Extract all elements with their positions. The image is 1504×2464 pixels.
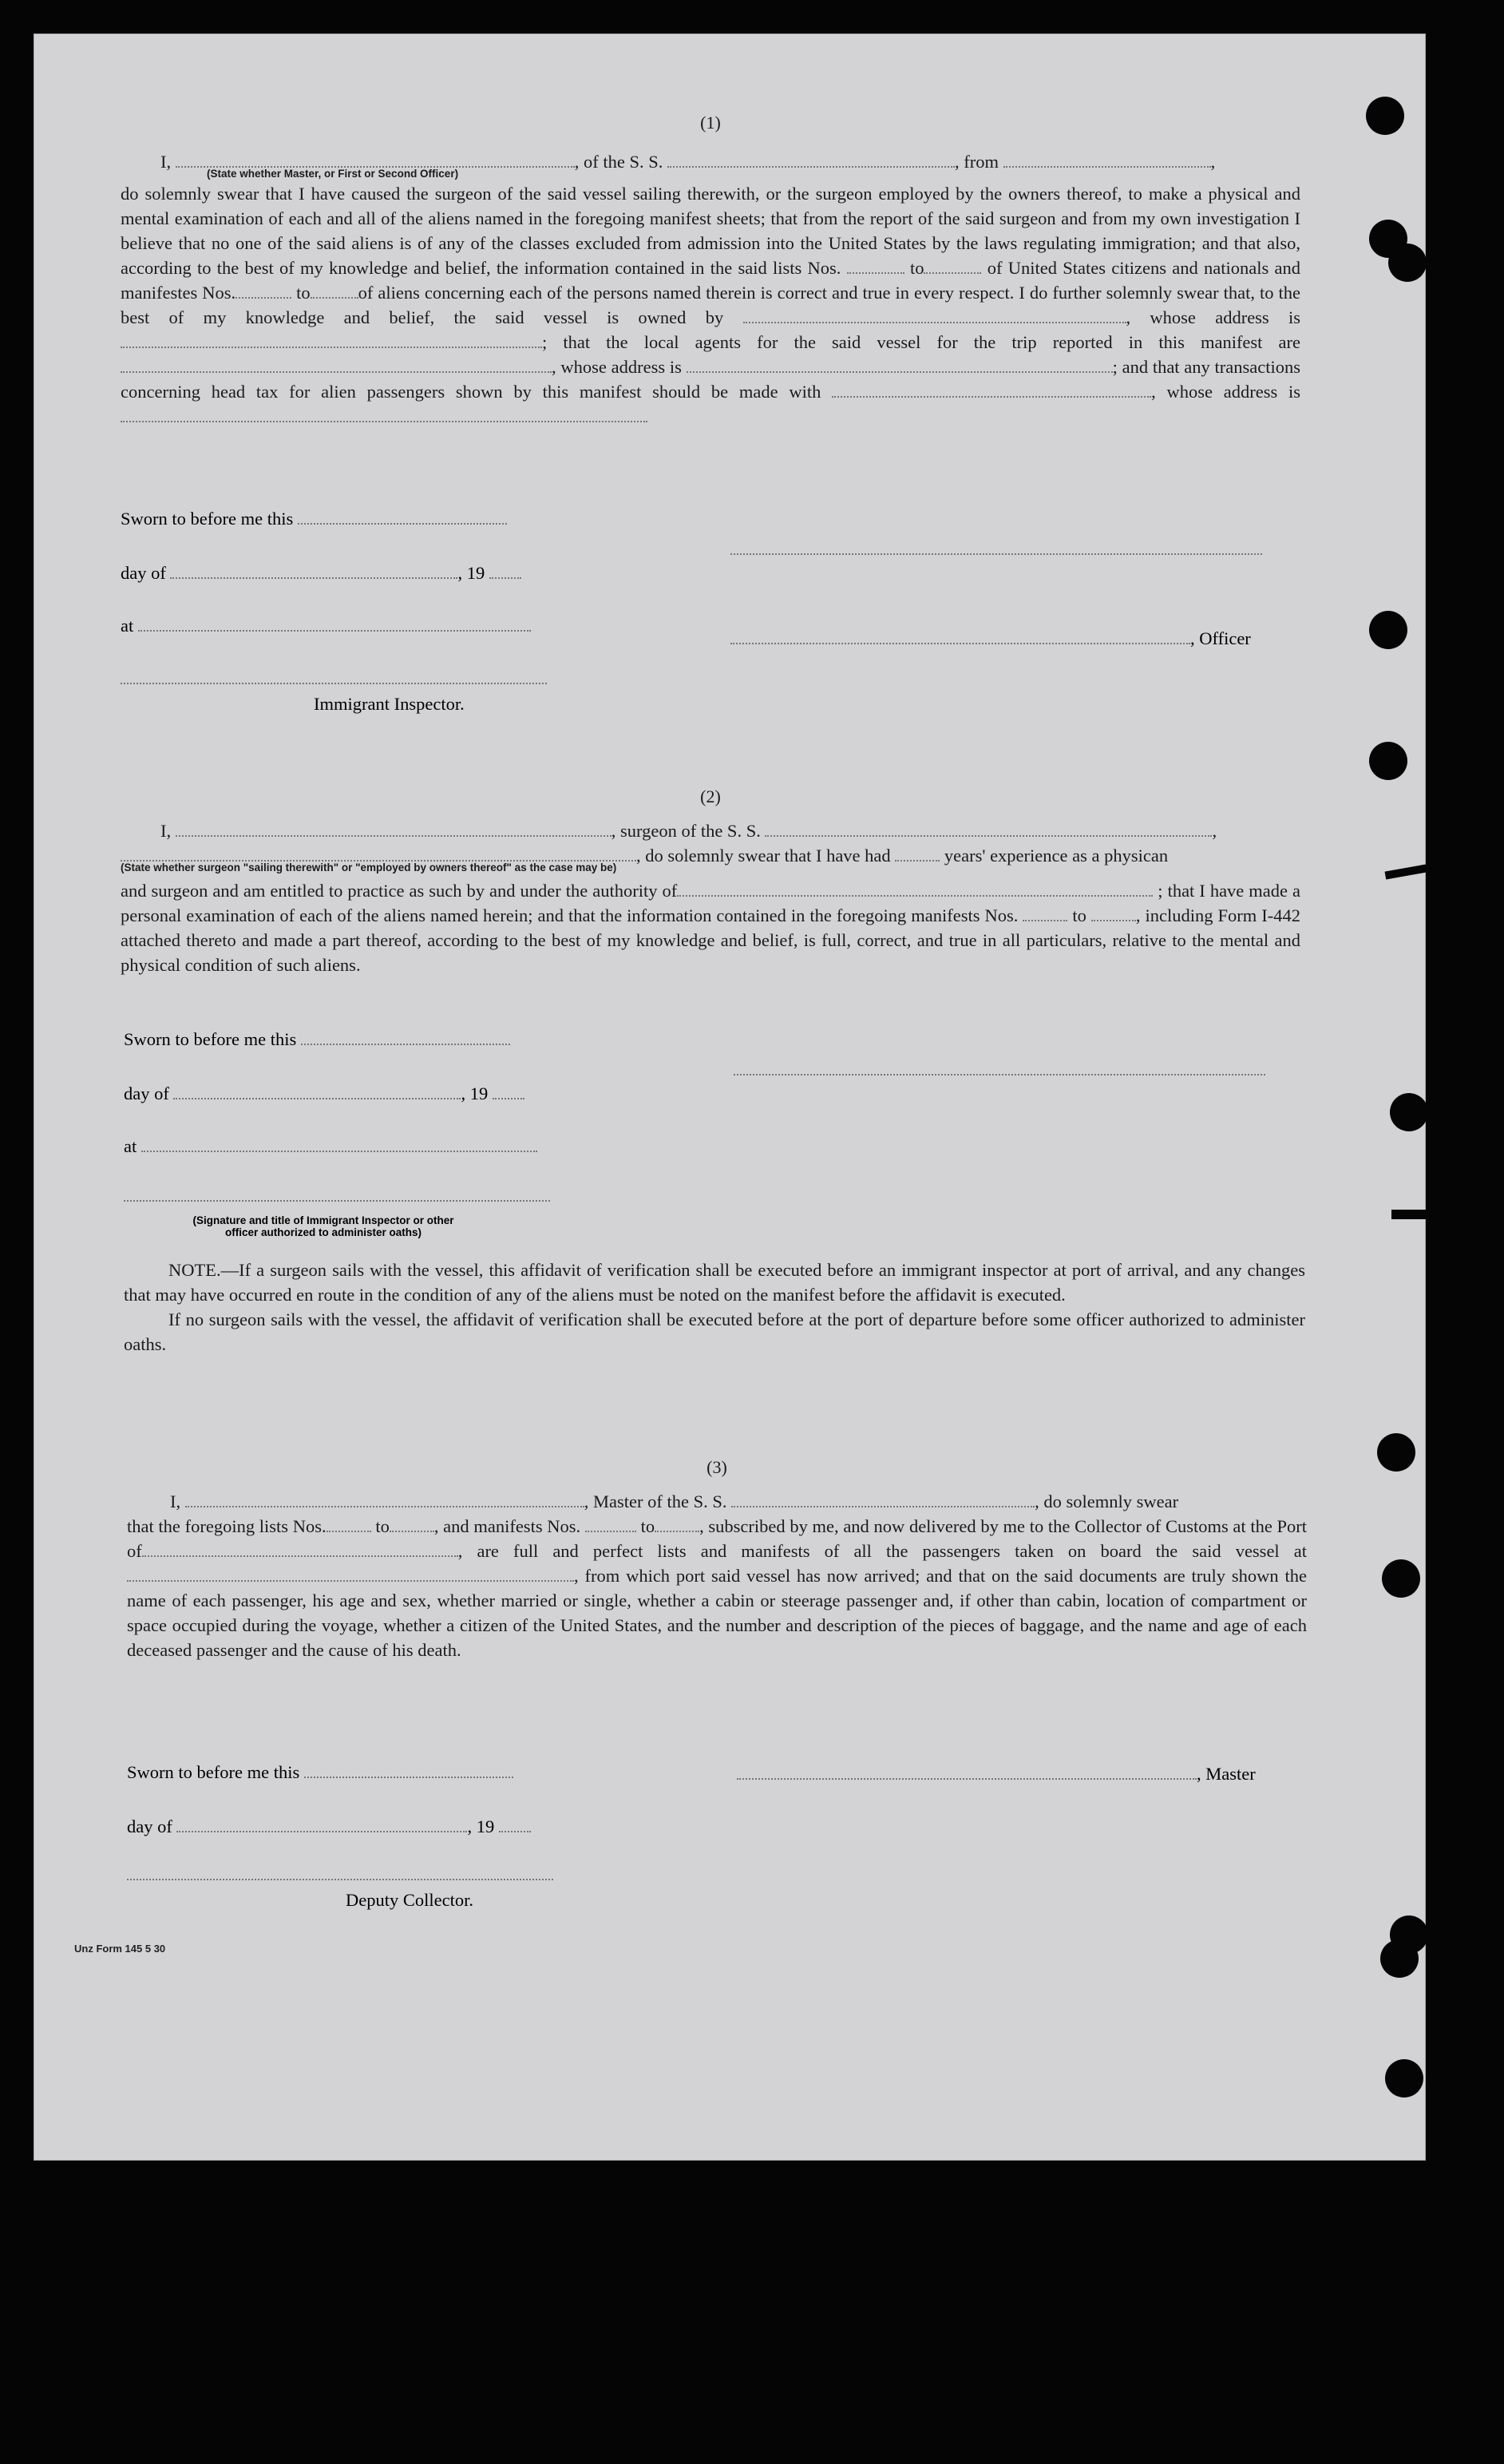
year-field[interactable]	[499, 1820, 531, 1832]
master-signature: , Master	[737, 1764, 1256, 1785]
oath-body	[121, 181, 1300, 429]
month-field[interactable]	[176, 1820, 467, 1832]
signature-line[interactable]	[730, 553, 1262, 555]
surgeon-manifests-to-field[interactable]	[1091, 909, 1136, 921]
sworn-day-field[interactable]	[298, 512, 507, 525]
place-field[interactable]	[141, 1139, 537, 1152]
address-label: , whose address is	[552, 357, 682, 377]
local-agents-field[interactable]	[121, 360, 552, 373]
at-label: at	[124, 1136, 537, 1157]
day-of-label: day of , 19	[127, 1816, 531, 1837]
punch-hole	[1382, 1559, 1420, 1598]
oath-header-line: I, , of the S. S. , from ,	[160, 152, 1216, 172]
master-lists-from-field[interactable]	[327, 1519, 371, 1532]
section-1	[121, 113, 1300, 429]
punch-hole	[1390, 1093, 1428, 1131]
i-label: I,	[160, 152, 172, 172]
master-name-field[interactable]	[185, 1495, 584, 1507]
master-header-line: I, , Master of the S. S. , do solemnly swear	[170, 1491, 1179, 1511]
master-vessel-field[interactable]	[731, 1495, 1035, 1507]
address-label: , whose address is	[1126, 307, 1300, 327]
sworn-day-field[interactable]	[304, 1765, 513, 1778]
collector-signature-line[interactable]	[127, 1879, 553, 1880]
lists-to-field[interactable]	[924, 261, 981, 274]
oath-text: of aliens concerning each of the persons named therein is correct and true in every respect. I do further solemnly swear that, to the best of my knowledge and belief, the said vessel is owned by	[121, 283, 1300, 327]
sworn-label: Sworn to before me this	[124, 1029, 510, 1050]
master-signature-field[interactable]	[737, 1767, 1197, 1780]
authority-field[interactable]	[677, 884, 1153, 897]
from-label: , from	[955, 152, 999, 172]
inspector-signature-line[interactable]	[121, 683, 547, 684]
form-number: Unz Form 145 5 30	[74, 1943, 166, 1955]
sworn-label: Sworn to before me this	[121, 509, 507, 529]
head-tax-address-field[interactable]	[121, 410, 647, 422]
section-number: (3)	[706, 1457, 727, 1477]
section-3	[127, 1457, 1307, 1662]
of-ss-label: , of the S. S.	[574, 152, 663, 172]
to-label: to	[909, 258, 924, 278]
day-of-label: day of , 19	[124, 1083, 524, 1104]
collector-label: Deputy Collector.	[346, 1890, 473, 1910]
manifests-from-field[interactable]	[235, 286, 291, 299]
surgeon-vessel-field[interactable]	[765, 824, 1212, 837]
to-label: to	[296, 283, 311, 303]
surgeon-manifests-from-field[interactable]	[1023, 909, 1067, 921]
at-label: at	[121, 616, 531, 636]
surgeon-note: (State whether surgeon "sailing therewith" or "employed by owners thereof" as the case may be)	[121, 862, 617, 873]
years-field[interactable]	[895, 849, 940, 862]
vessel-field[interactable]	[667, 155, 955, 168]
sworn-day-field[interactable]	[301, 1032, 510, 1045]
punch-hole	[1388, 244, 1427, 282]
surgeon-type-field[interactable]	[121, 849, 636, 862]
punch-hole	[1366, 97, 1404, 135]
officer-note: (State whether Master, or First or Second Officer)	[207, 168, 459, 180]
officer-signature: , Officer	[730, 628, 1251, 649]
master-manifests-from-field[interactable]	[585, 1519, 636, 1532]
year-field[interactable]	[489, 566, 521, 579]
note-2: If no surgeon sails with the vessel, the affidavit of verification shall be executed before at the port of departure before some officer authorized to administer oaths.	[124, 1309, 1305, 1354]
month-field[interactable]	[170, 566, 457, 579]
surgeon-name-field[interactable]	[176, 824, 611, 837]
form-sheet	[34, 34, 1426, 2161]
master-body: that the foregoing lists Nos. to , and manifests Nos. to , subscribed by me, and now delivered by me to the Collector of Customs at the Port of , are full and perfect lists and manifests of all the passengers taken on board the said vessel at, from which port said vessel has now arrived; and that on the said documents are truly shown the name of each passenger, his age and sex, whether married or single, whether a cabin or steerage passenger and, if other than cabin, location of compartment or space occupied during the voyage, whether a citizen of the United States, and the number and description of the pieces of baggage, and the name and age of each deceased passenger and the cause of his death.	[127, 1516, 1308, 1660]
oath-text: ; and that any transactions concerning head tax for alien passengers shown by this manifest should be made with	[121, 357, 1301, 402]
inspector-signature-line[interactable]	[124, 1200, 550, 1202]
officer-signature-field[interactable]	[730, 632, 1190, 644]
departure-port-field[interactable]	[127, 1569, 574, 1582]
head-tax-field[interactable]	[832, 385, 1151, 398]
place-field[interactable]	[138, 619, 531, 632]
master-manifests-to-field[interactable]	[655, 1519, 699, 1532]
owner-address-field[interactable]	[121, 335, 542, 348]
oath-text: ; that the local agents for the said vessel for the trip reported in this manifest are	[542, 332, 1300, 352]
punch-hole	[1369, 742, 1407, 780]
agents-address-field[interactable]	[687, 360, 1113, 373]
lists-from-field[interactable]	[847, 261, 904, 274]
master-lists-to-field[interactable]	[390, 1519, 434, 1532]
surgeon-swear-line: , do solemnly swear that I have had years' experience as a physican	[121, 843, 1300, 868]
comma: ,	[1151, 382, 1156, 402]
manifests-to-field[interactable]	[311, 286, 358, 299]
section-number: (2)	[700, 786, 721, 806]
note-block	[124, 1258, 1305, 1357]
inspector-label: Immigrant Inspector.	[314, 694, 465, 714]
punch-hole	[1377, 1433, 1415, 1472]
punch-hole	[1380, 1939, 1419, 1978]
day-of-label: day of , 19	[121, 563, 521, 584]
edge-notch	[1391, 1210, 1427, 1219]
section-2	[121, 786, 1300, 977]
surgeon-body: and surgeon and am entitled to practice as such by and under the authority of ; that I have made a personal examination of each of the aliens named herein; and that the information contained in the foregoing manifests Nos. to , including Form I-442 attached thereto and made a part thereof, according to the best of my knowledge and belief, is full, correct, and true in all particulars, relative to the mental and physical condition of such aliens.	[121, 881, 1301, 975]
section-number: (1)	[700, 113, 721, 133]
oath-text: do solemnly swear that I have caused the surgeon of the said vessel sailing therewith, or the surgeon employed by the owners thereof, to make a physical and mental examination of each and all of the aliens named in the foregoing manifest sheets; that from the report of the said surgeon and from my own investigation I believe that no one of the said aliens is of any of the classes excluded from admission into the United States by the laws regulating immigration; and that also, according to the best of my knowledge and belief, the information contained in the said lists Nos.	[121, 184, 1300, 278]
edge-notch	[1385, 865, 1427, 880]
note-1: NOTE.—If a surgeon sails with the vessel, this affidavit of verification shall be executed before an immigrant inspector at port of arrival, and any changes that may have occurred en route in the condition of any of the aliens must be noted on the manifest before the affidavit is executed.	[124, 1260, 1305, 1305]
owner-field[interactable]	[743, 311, 1126, 323]
punch-hole	[1369, 611, 1407, 649]
month-field[interactable]	[173, 1087, 461, 1099]
name-field[interactable]	[176, 155, 575, 168]
sworn-label: Sworn to before me this	[127, 1762, 513, 1783]
surgeon-header-line: I, , surgeon of the S. S. ,	[160, 821, 1217, 841]
signature-line[interactable]	[734, 1074, 1265, 1076]
port-field[interactable]	[142, 1544, 458, 1557]
punch-hole	[1385, 2059, 1423, 2098]
year-field[interactable]	[493, 1087, 524, 1099]
oath-text: of United States citizens and nationals and manifestes Nos.	[121, 258, 1301, 303]
address-label: whose address is	[1166, 382, 1301, 402]
from-field[interactable]	[1003, 155, 1211, 168]
signature-note: (Signature and title of Immigrant Inspector or other officer authorized to administer oaths)	[192, 1214, 454, 1238]
